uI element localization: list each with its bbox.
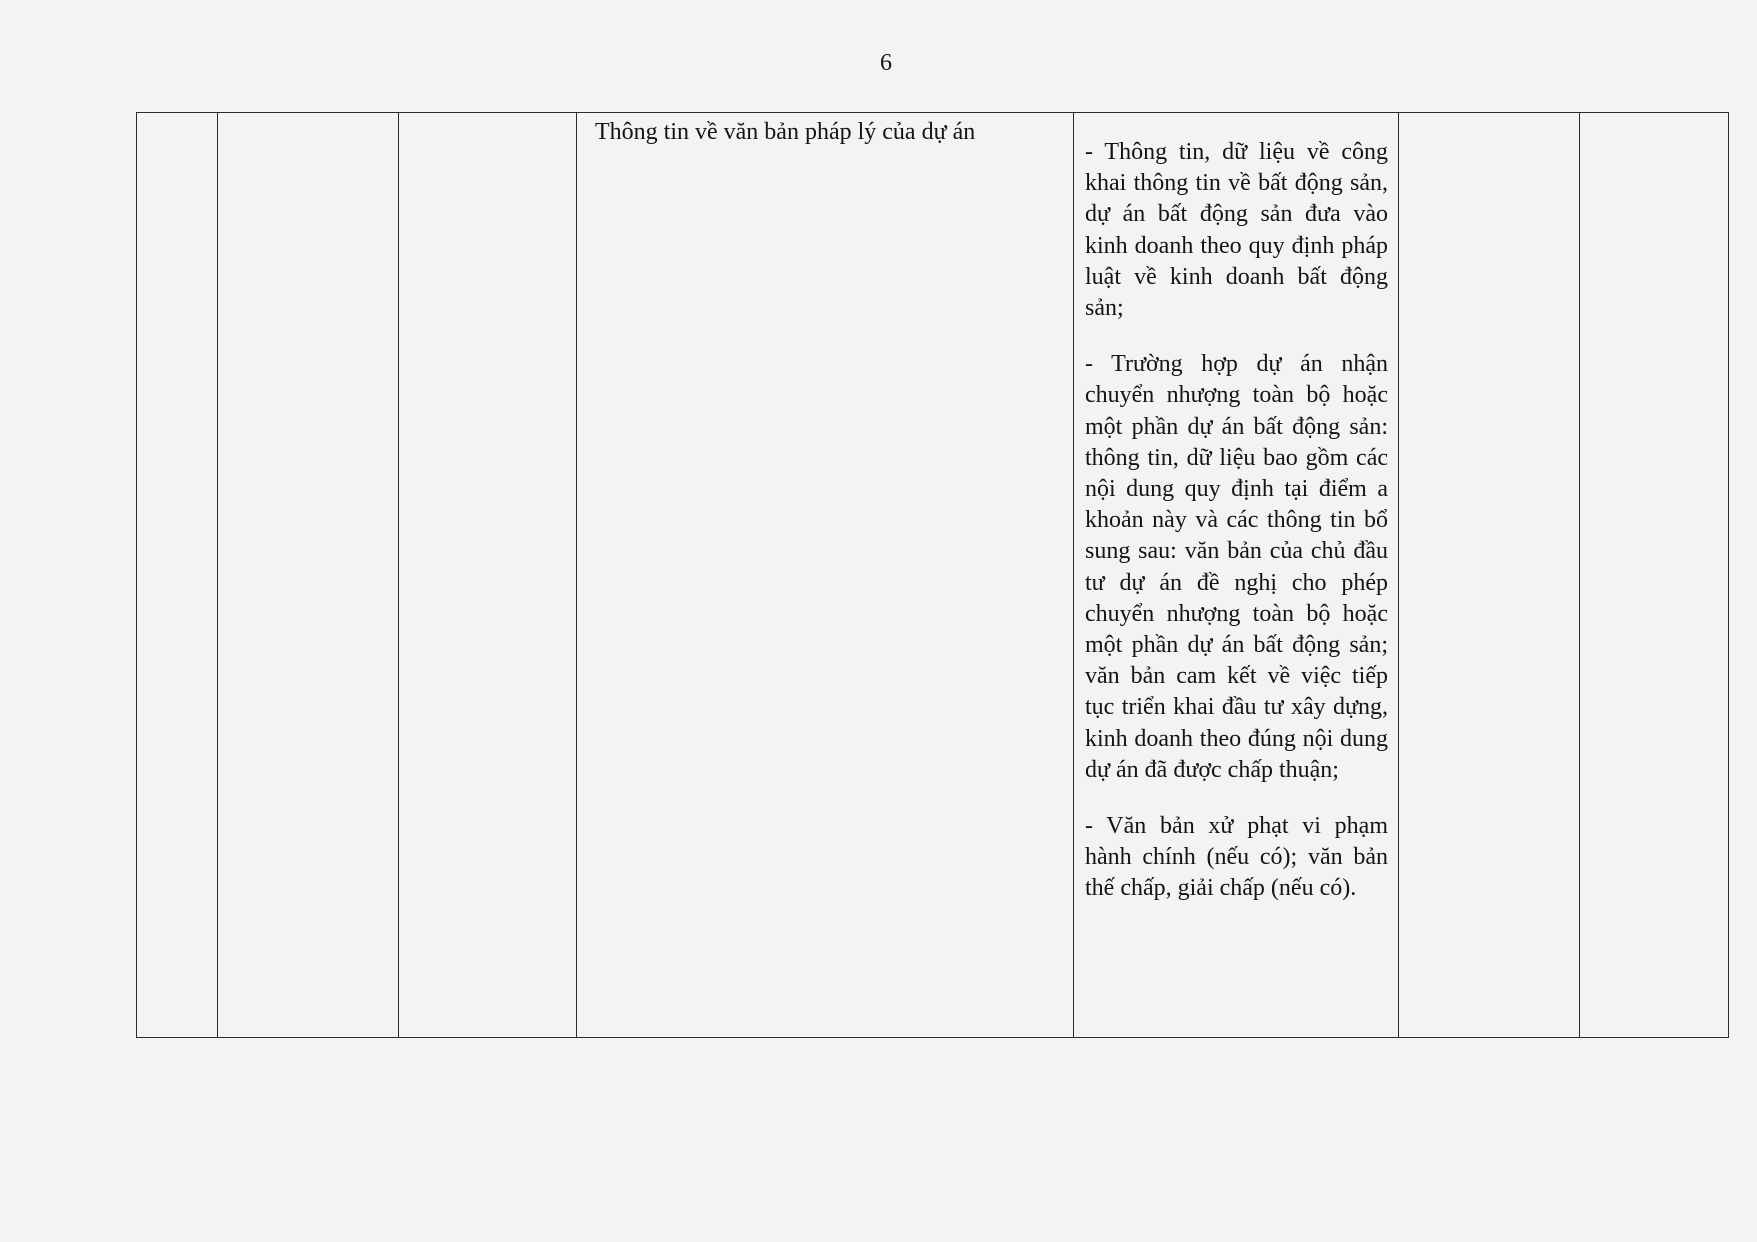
table-cell-column-7 bbox=[1580, 113, 1729, 1038]
content-text: Thông tin về văn bản pháp lý của dự án bbox=[595, 119, 976, 145]
table-cell-details bbox=[1074, 113, 1399, 1038]
table-cell-content bbox=[577, 113, 1074, 1038]
table-row bbox=[137, 113, 1729, 1038]
table-cell-column-1 bbox=[137, 113, 218, 1038]
detail-paragraph-3: - Văn bản xử phạt vi phạm hành chính (nếu có); văn bản thế chấp, giải chấp (nếu có). bbox=[1085, 813, 1388, 902]
detail-paragraph-1: - Thông tin, dữ liệu về công khai thông tin về bất động sản, dự án bất động sản đưa vào kinh doanh theo quy định pháp luật về kinh doanh bất động sản; bbox=[1085, 139, 1388, 322]
table-cell-column-2 bbox=[218, 113, 399, 1038]
detail-paragraph-2: - Trường hợp dự án nhận chuyển nhượng toàn bộ hoặc một phần dự án bất động sản: thông tin, dữ liệu bao gồm các nội dung quy định tại điểm a khoản này và các thông tin bổ sung sau: văn bản của chủ đầu tư dự án đề nghị cho phép chuyển nhượng toàn bộ hoặc một phần dự án bất động sản; văn bản cam kết về việc tiếp tục triển khai đầu tư xây dựng, kinh doanh theo đúng nội dung dự án đã được chấp thuận; bbox=[1085, 351, 1388, 783]
table-cell-column-3 bbox=[399, 113, 577, 1038]
document-table bbox=[136, 112, 1729, 1038]
table-cell-column-6 bbox=[1399, 113, 1580, 1038]
page-number: 6 bbox=[880, 50, 892, 76]
